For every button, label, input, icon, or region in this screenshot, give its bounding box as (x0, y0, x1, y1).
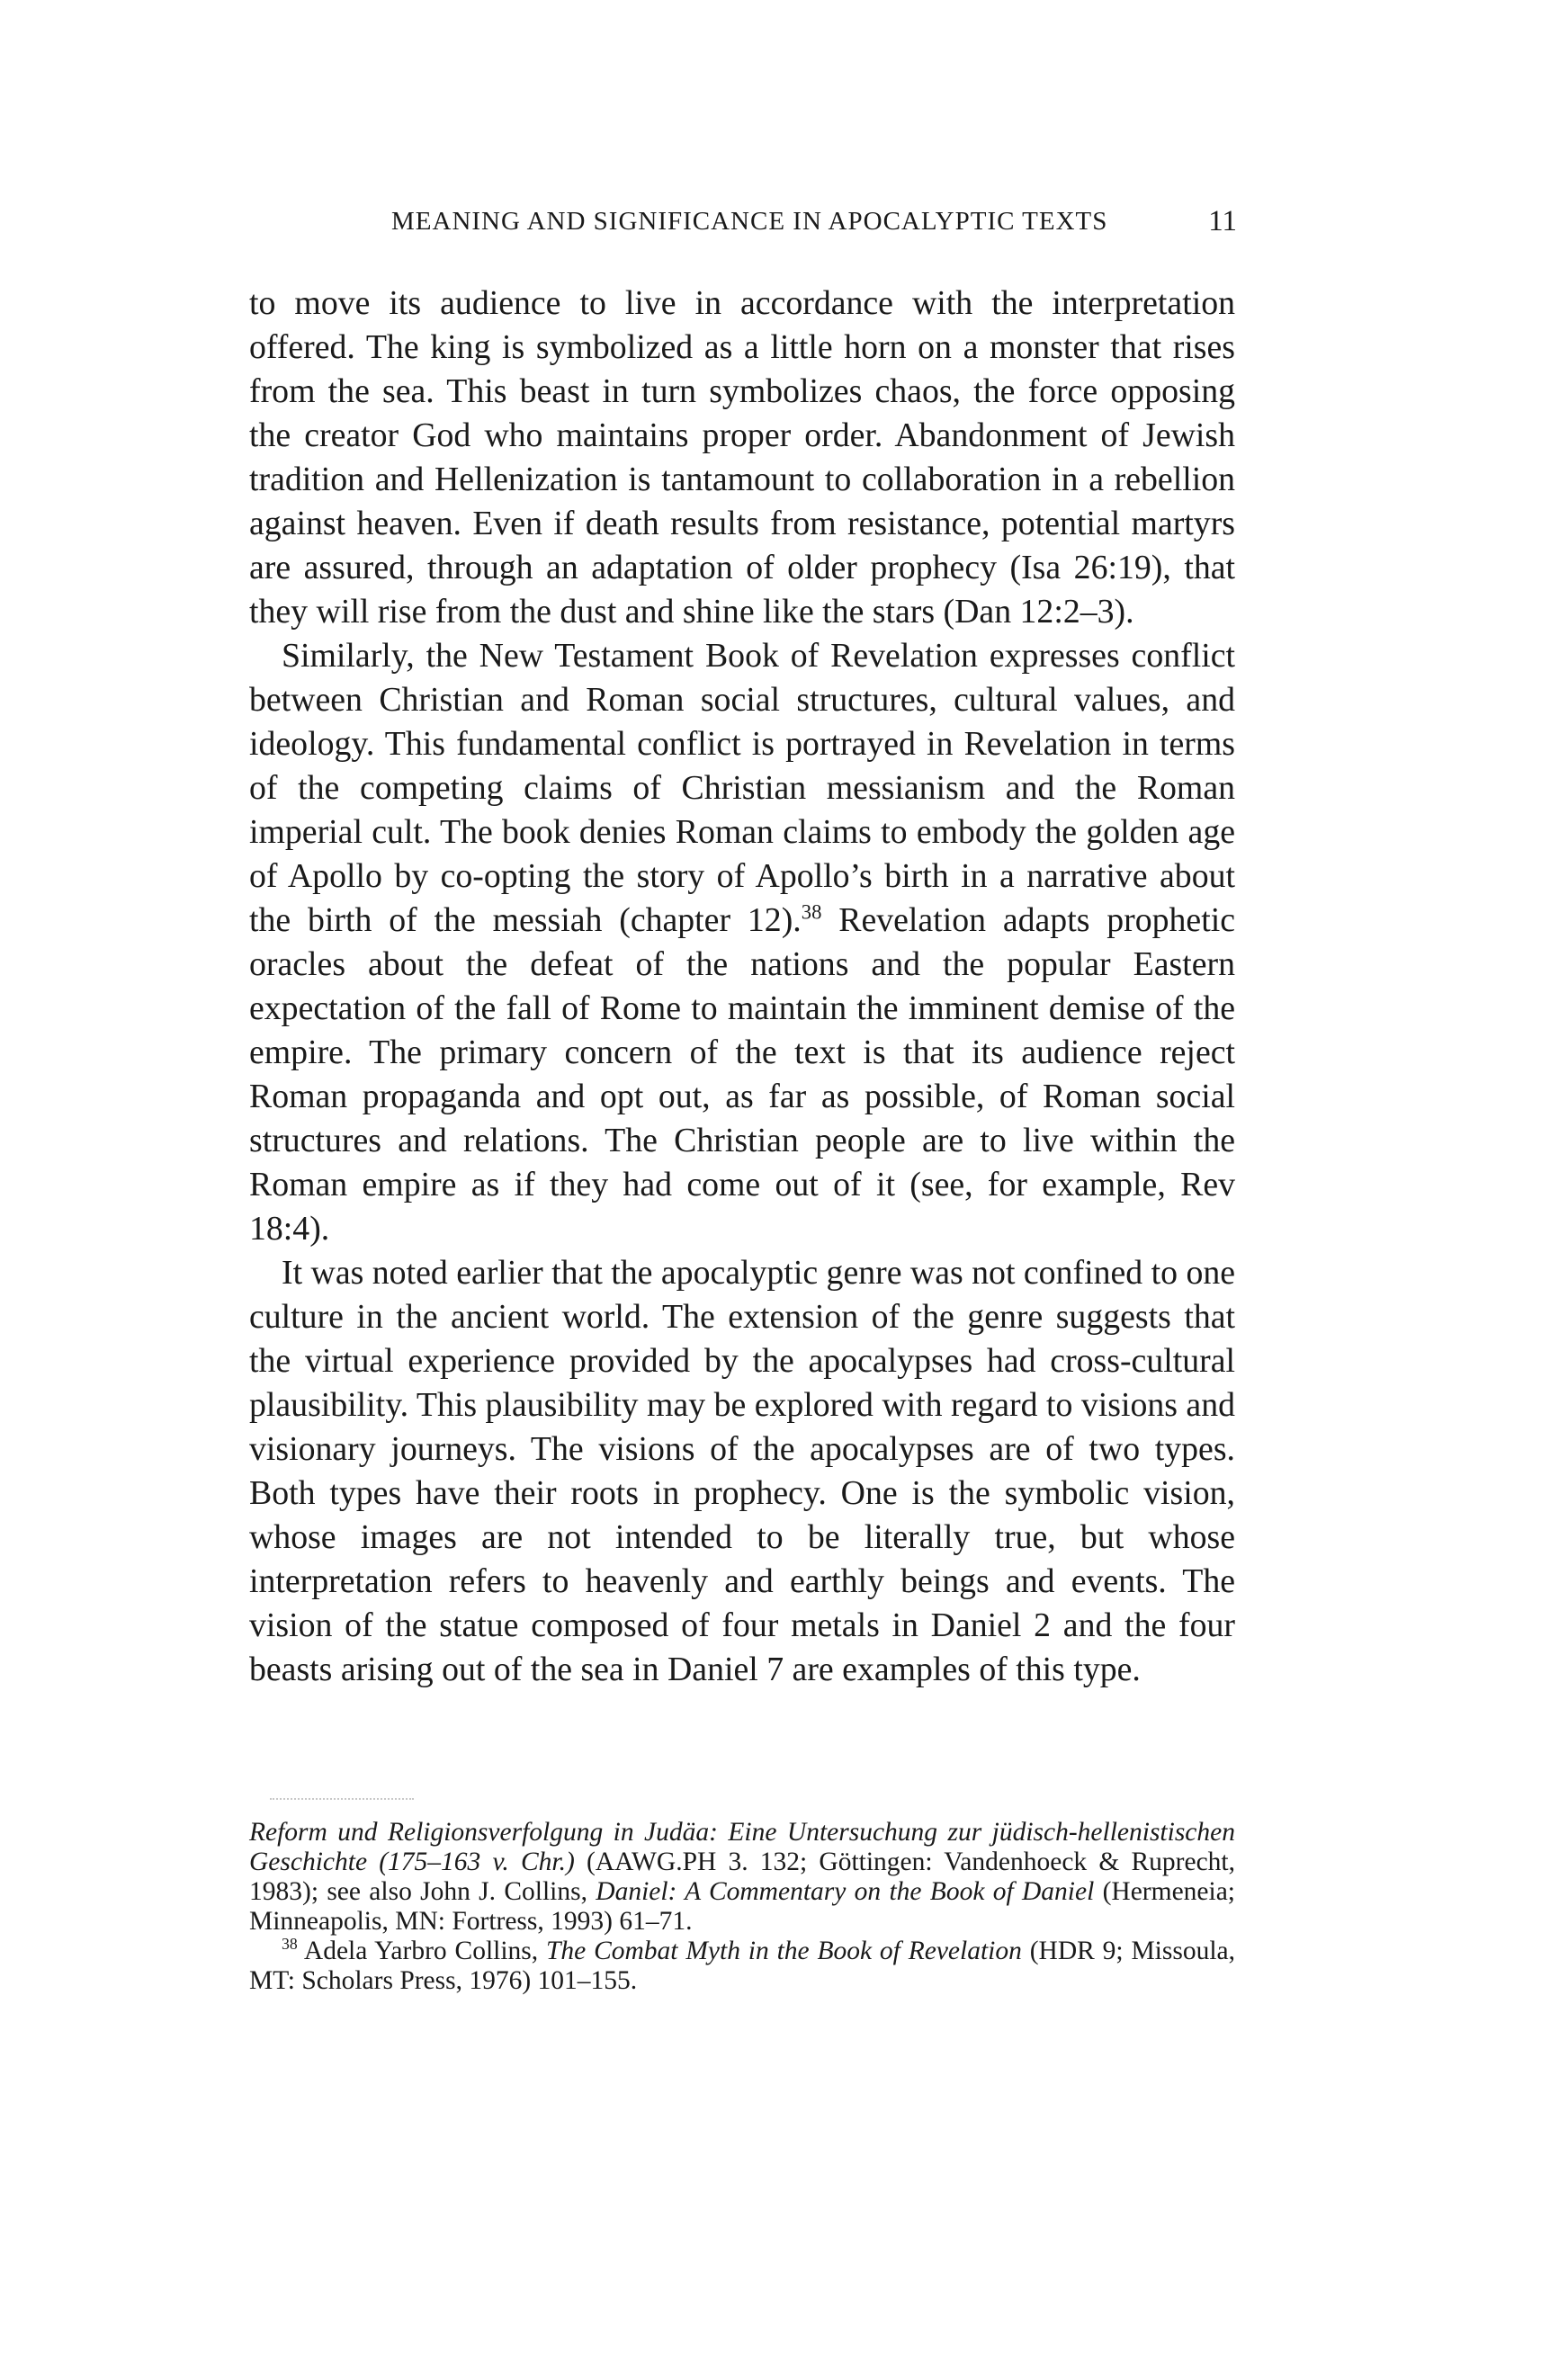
paragraph-1: to move its audience to live in accordance with the interpretation offered. The king is symbolized as a little horn on a monster that rises from the sea. This beast in turn symbolizes chaos, the force opposing the creator God who maintains proper order. Abandonment of Jewish tradition and Hellenization is tantamount to collaboration in a rebellion against heaven. Even if death results from resistance, potential martyrs are assured, through an adaptation of older prophecy (Isa 26:19), that they will rise from the dust and shine like the stars (Dan 12:2–3). (249, 284, 1235, 631)
footnote-reference-38: 38 (801, 900, 822, 924)
footnote-separator (270, 1798, 414, 1800)
footnote-38-text-a: Adela Yarbro Collins, (297, 1937, 546, 1965)
footnote-37-text-a: (AAWG.PH 3. 132; Göttingen: Vandenhoeck & Ruprecht, 1983); see also John J. Collins, (249, 1848, 1235, 1906)
body-text (249, 282, 1235, 1692)
footnote-38 (249, 1937, 1235, 1996)
paragraph-2-text-a: Similarly, the New Testament Book of Revelation expresses conflict between Christian and Roman social structures, cultural values, and ideology. This fundamental conflict is portrayed in Revelation in terms of the competing claims of Christian messianism and the Roman imperial cult. The book denies Roman claims to embody the golden age of Apollo by co-opting the story of Apollo’s birth in a narrative about the birth of the messiah (chapter 12). (249, 637, 1235, 939)
paragraph-3: It was noted earlier that the apocalyptic genre was not confined to one culture in the ancient world. The extension of the genre suggests that the virtual experience provided by the apocalypses had cross-cultural plausibility. This plausibility may be explored with regard to visions and visionary journeys. The visions of the apocalypses are of two types. Both types have their roots in prophecy. One is the symbolic vision, whose images are not intended to be literally true, but whose interpretation refers to heavenly and earthly beings and events. The vision of the statue composed of four metals in Daniel 2 and the four beasts arising out of the sea in Daniel 7 are examples of this type. (249, 1254, 1236, 1688)
running-title: MEANING AND SIGNIFICANCE IN APOCALYPTIC TEXTS (391, 207, 1108, 236)
footnote-37-title-b: Daniel: A Commentary on the Book of Daniel (596, 1877, 1095, 1906)
footnote-38-title: The Combat Myth in the Book of Revelation (545, 1937, 1022, 1965)
footnote-37-continuation (249, 1818, 1235, 1937)
running-head (247, 189, 1237, 243)
footnote-37-title-a: Reform und Religionsverfolgung in Judäa: Eine Untersuchung zur jüdisch-hellenistischen Geschichte (175–163 v. Chr.) (249, 1818, 1235, 1876)
footnote-38-marker: 38 (282, 1935, 298, 1954)
paragraph-2-text-b: Revelation adapts prophetic oracles about the defeat of the nations and the popular Eastern expectation of the fall of Rome to maintain the imminent demise of the empire. The primary concern of the text is that its audience reject Roman propaganda and opt out, as far as possible, of Roman social structures and relations. The Christian people are to live within the Roman empire as if they had come out of it (see, for example, Rev 18:4). (249, 901, 1235, 1248)
page-number: 11 (1208, 205, 1237, 237)
footnote-37-text-b: (Hermeneia; Minneapolis, MN: Fortress, 1993) 61–71. (249, 1877, 1236, 1936)
paragraph-2 (249, 634, 1235, 1251)
footnotes (249, 1818, 1235, 1996)
footnote-38-text-b: (HDR 9; Missoula, MT: Scholars Press, 1976) 101–155. (249, 1937, 1235, 1995)
